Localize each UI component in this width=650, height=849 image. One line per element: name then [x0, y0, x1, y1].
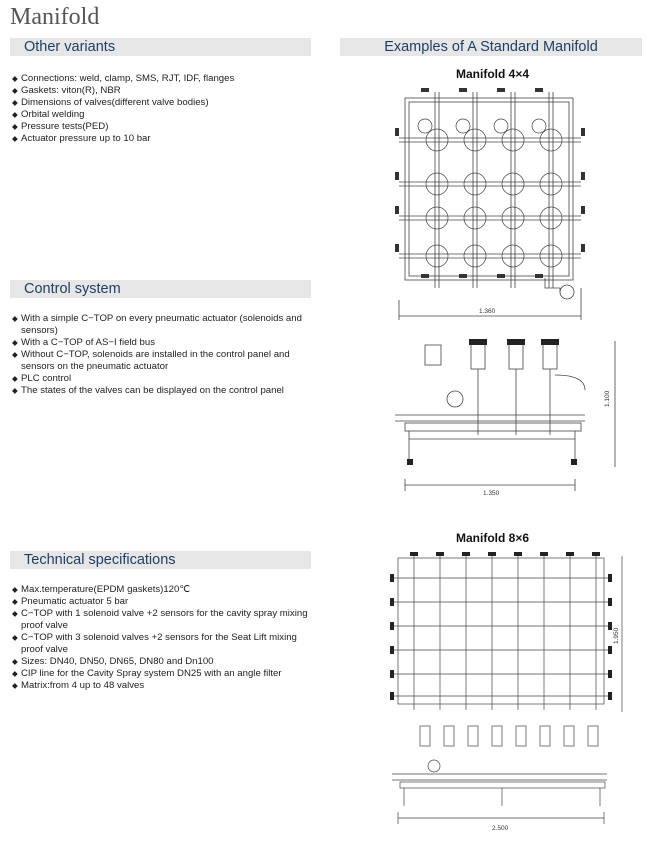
manifold-4x4-caption: Manifold 4×4	[456, 67, 530, 81]
page-title: Manifold	[10, 4, 100, 30]
list-item: ◆ Orbital welding	[12, 109, 312, 121]
list-item: ◆ CIP line for the Cavity Spray system DN25 with an angle filter	[12, 668, 312, 680]
manifold-8x6-height-dim: 1.950	[613, 627, 620, 644]
control-system-list	[12, 313, 315, 397]
list-item: ◆ Pressure tests(PED)	[12, 121, 312, 133]
list-item: ◆ With a simple C−TOP on every pneumatic actuator (solenoids and sensors)	[12, 313, 315, 337]
list-item: ◆ Actuator pressure up to 10 bar	[12, 133, 312, 145]
manifold-8x6-caption: Manifold 8×6	[456, 531, 530, 545]
other-variants-list	[12, 73, 312, 145]
manifold-4x4-side-drawing	[395, 335, 635, 500]
list-item: ◆ C−TOP with 3 solenoid valves +2 sensors for the Seat Lift mixing proof valve	[12, 632, 312, 656]
manifold-4x4-side-height-dim: 1.100	[604, 390, 611, 407]
list-item: ◆ Connections: weld, clamp, SMS, RJT, IDF, flanges	[12, 73, 312, 85]
technical-specifications-heading: Technical specifications	[10, 551, 311, 569]
other-variants-heading: Other variants	[10, 38, 311, 56]
list-item: ◆ Sizes: DN40, DN50, DN65, DN80 and Dn100	[12, 656, 312, 668]
manifold-8x6-side-width-dim: 2.500	[492, 825, 509, 832]
list-item: ◆ With a C−TOP of AS−I field bus	[12, 337, 315, 349]
list-item: ◆ PLC control	[12, 373, 315, 385]
list-item: ◆ Without C−TOP, solenoids are installed in the control panel and sensors on the pneumatic actuator	[12, 349, 315, 373]
list-item: ◆ Gaskets: viton(R), NBR	[12, 85, 312, 97]
list-item: ◆ The states of the valves can be displayed on the control panel	[12, 385, 315, 397]
manifold-4x4-width-dim: 1.360	[479, 308, 496, 315]
list-item: ◆ Matrix:from 4 up to 48 valves	[12, 680, 312, 692]
list-item: ◆ C−TOP with 1 solenoid valve +2 sensors for the cavity spray mixing proof valve	[12, 608, 312, 632]
list-item: ◆ Dimensions of valves(different valve bodies)	[12, 97, 312, 109]
manifold-8x6-side-drawing	[392, 722, 617, 834]
manifold-4x4-top-drawing	[395, 88, 585, 323]
manifold-8x6-top-drawing	[390, 552, 635, 717]
control-system-heading: Control system	[10, 280, 311, 298]
list-item: ◆ Pneumatic actuator 5 bar	[12, 596, 312, 608]
manifold-4x4-side-width-dim: 1.350	[483, 490, 500, 497]
technical-specifications-list	[12, 584, 312, 692]
list-item: ◆ Max.temperature(EPDM gaskets)120℃	[12, 584, 312, 596]
examples-heading: Examples of A Standard Manifold	[340, 38, 642, 56]
